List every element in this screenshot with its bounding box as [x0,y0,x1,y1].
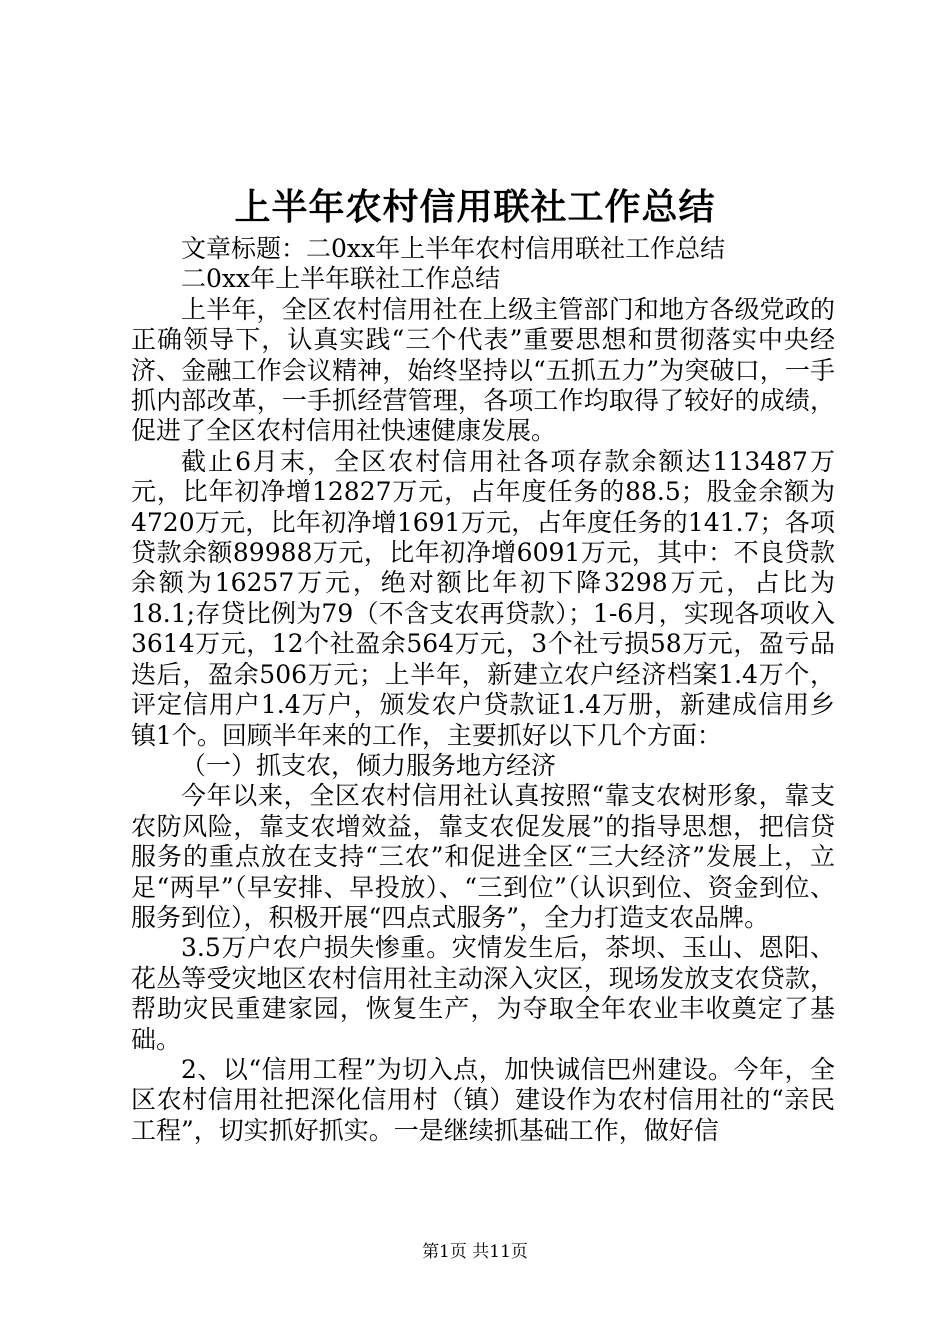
section-heading: （一）抓支农，倾力服务地方经济 [181,750,557,780]
body-paragraph: 上半年，全区农村信用社在上级主管部门和地方各级党政的正确领导下，认真实践“三个代表”重要思想和贯彻落实中央经济、金融工作会议精神，始终坚持以“五抓五力”为突破口，一手抓内部改革，一手抓经营管理，各项工作均取得了较好的成绩，促进了全区农村信用社快速健康发展。 [131,294,835,446]
document-title: 上半年农村信用联社工作总结 [234,186,716,228]
body-paragraph: 今年以来，全区农村信用社认真按照“靠支农树形象，靠支农防风险，靠支农增效益，靠支农促发展”的指导思想，把信贷服务的重点放在支持“三农”和促进全区“三大经济”发展上，立足“两早”（早安排、早投放）、“三到位”（认识到位、资金到位、服务到位），积极开展“四点式服务”，全力打造支农品牌。 [131,781,835,932]
body-paragraph: 截止6月末，全区农村信用社各项存款余额达113487万元，比年初净增12827万元，占年度任务的88.5；股金余额为4720万元，比年初净增1691万元，占年度任务的141.7；各项贷款余额89988万元，比年初净增6091万元，其中：不良贷款余额为16257万元，绝对额比年初下降3298万元，占比为18.1;存贷比例为79（不含支农再贷款）；1-6月，实现各项收入3614万元，12个社盈余564万元，3个社亏损58万元，盈亏品迭后，盈余506万元；上半年，新建立农户经济档案1.4万个，评定信用户1.4万户，颁发农户贷款证1.4万册，新建成信用乡镇1个。回顾半年来的工作，主要抓好以下几个方面： [131,446,835,750]
subtitle-line: 二0xx年上半年联社工作总结 [181,264,501,294]
body-paragraph: 3.5万户农户损失惨重。灾情发生后，茶坝、玉山、恩阳、花丛等受灾地区农村信用社主动深入灾区，现场发放支农贷款，帮助灾民重建家园，恢复生产，为夺取全年农业丰收奠定了基础。 [131,933,835,1054]
document-body [131,234,835,1146]
body-paragraph: 2、以“信用工程”为切入点，加快诚信巴州建设。今年，全区农村信用社把深化信用村（镇）建设作为农村信用社的“亲民工程”，切实抓好抓实。一是继续抓基础工作，做好信 [131,1054,835,1145]
article-title-line: 文章标题：二0xx年上半年农村信用联社工作总结 [181,234,726,263]
page-footer: 第1页 共11页 [422,1242,528,1262]
